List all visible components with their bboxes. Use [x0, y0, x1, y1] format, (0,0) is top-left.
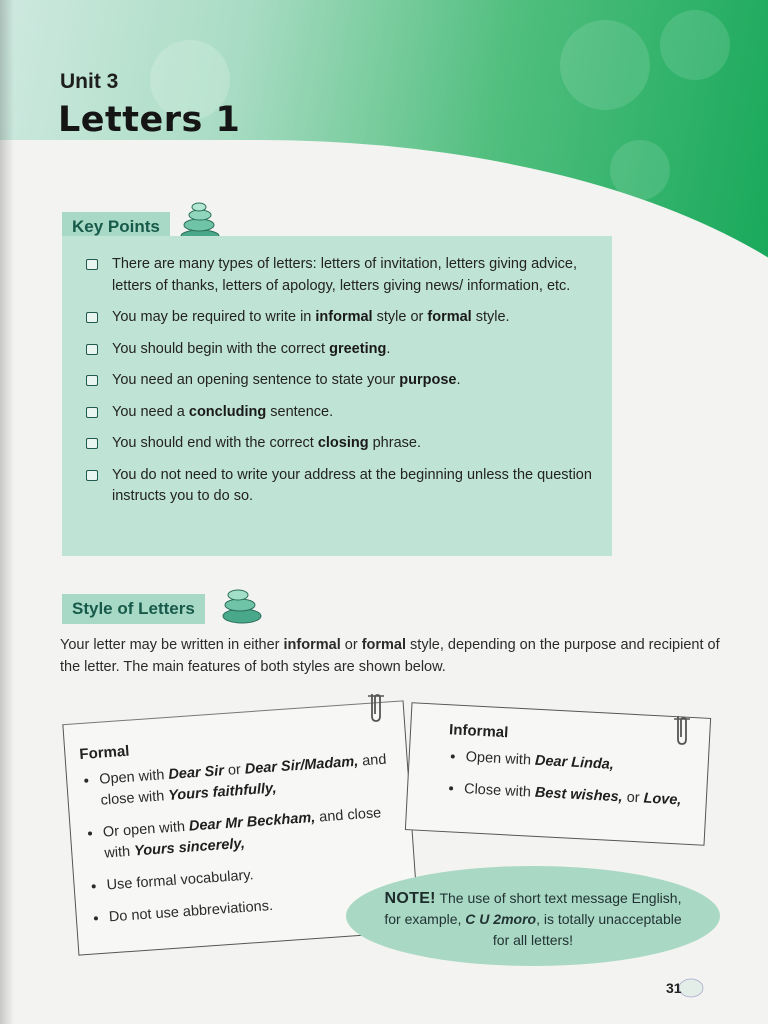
- formal-feature-item: [99, 750, 391, 812]
- text-run: You may be required to write in: [112, 309, 316, 325]
- bold-term: purpose: [399, 372, 457, 388]
- style-intro-paragraph: [60, 634, 720, 678]
- text-run: Your letter may be written in either: [60, 637, 284, 653]
- italic-term: Best wishes,: [534, 784, 624, 806]
- italic-term: Dear Sir: [167, 763, 225, 783]
- formal-title: Formal: [78, 742, 130, 764]
- bold-term: informal: [283, 637, 341, 653]
- key-point-item: [86, 433, 594, 455]
- spine-shadow: [0, 0, 14, 1024]
- text-run: , is totally unacceptable for all letters!: [492, 911, 682, 948]
- checkbox-bullet-icon: [86, 438, 98, 449]
- italic-term: Love,: [643, 790, 682, 809]
- bold-term: concluding: [188, 403, 267, 420]
- note-callout: [346, 866, 720, 966]
- italic-term: Yours sincerely,: [133, 835, 246, 860]
- text-run: Close with: [463, 781, 536, 801]
- checkbox-bullet-icon: [86, 312, 98, 323]
- checkbox-bullet-icon: [86, 344, 98, 355]
- informal-feature-item: [465, 747, 692, 780]
- text-run: sentence.: [266, 403, 334, 420]
- text-run: Use formal vocabulary.: [106, 867, 255, 894]
- formal-list: [73, 750, 399, 931]
- text-run: Or open with: [102, 818, 190, 841]
- page-number: [666, 980, 682, 998]
- key-point-item: [86, 339, 594, 361]
- text-run: You should end with the correct: [112, 435, 318, 451]
- text-run: You need a: [112, 403, 189, 420]
- informal-list: [438, 746, 692, 812]
- unit-label: Unit 3: [60, 70, 119, 93]
- text-run: .: [386, 340, 391, 357]
- italic-term: Dear Sir/Madam,: [244, 753, 359, 778]
- text-run: style.: [471, 309, 510, 325]
- key-points-heading-text: Key Points: [72, 217, 160, 236]
- style-of-letters-heading: [62, 594, 205, 624]
- page-number-text: 31: [666, 980, 682, 996]
- text-run: Open with: [465, 749, 536, 769]
- italic-term: Dear Mr Beckham,: [188, 809, 316, 835]
- text-run: Do not use abbreviations.: [108, 897, 274, 926]
- italic-term: C U 2moro: [465, 911, 537, 927]
- bold-term: formal: [361, 637, 407, 653]
- key-points-box: [62, 236, 612, 556]
- informal-feature-item: [464, 779, 691, 812]
- text-run: You should begin with the correct: [112, 340, 330, 357]
- text-run: .: [456, 372, 461, 388]
- checkbox-bullet-icon: [86, 259, 98, 270]
- formal-feature-item: [102, 802, 394, 864]
- bold-term: formal: [427, 309, 472, 325]
- text-run: The use of short text message English, for example,: [384, 890, 682, 927]
- text-run: and close with: [103, 805, 382, 862]
- paperclip-icon: [672, 712, 692, 748]
- style-of-letters-heading-text: Style of Letters: [72, 599, 195, 618]
- key-points-list: [62, 236, 612, 508]
- text-run: or: [223, 761, 246, 780]
- bold-term: greeting: [329, 340, 387, 357]
- italic-term: Yours faithfully,: [167, 780, 278, 804]
- note-label: NOTE!: [384, 890, 436, 907]
- text-run: style, depending on the purpose and recipient of the letter. The main features of both styles are shown below.: [60, 637, 720, 675]
- text-run: You do not need to write your address at the beginning unless the question instructs you to do so.: [112, 466, 592, 504]
- key-point-item: [86, 307, 594, 329]
- key-point-item: [86, 254, 594, 297]
- informal-title: Informal: [448, 721, 509, 742]
- paperclip-icon: [366, 690, 386, 724]
- key-point-item: [86, 370, 594, 392]
- text-run: or: [622, 789, 644, 807]
- text-run: There are many types of letters: letters of invitation, letters giving advice, letters of thanks, letters of apology, letters giving news/ information, etc.: [112, 256, 578, 294]
- text-run: You need an opening sentence to state your: [112, 372, 400, 388]
- text-run: and close with: [100, 751, 387, 809]
- text-run: phrase.: [368, 435, 421, 451]
- checkbox-bullet-icon: [86, 407, 98, 418]
- italic-term: Dear Linda,: [534, 752, 615, 773]
- page-title: Letters 1: [58, 100, 241, 140]
- rock-stack-icon: [216, 582, 264, 626]
- key-point-item: [86, 465, 594, 508]
- bold-term: informal: [315, 309, 373, 325]
- checkbox-bullet-icon: [86, 375, 98, 386]
- bold-term: closing: [317, 435, 369, 451]
- text-run: style or: [372, 309, 428, 325]
- checkbox-bullet-icon: [86, 470, 98, 481]
- key-point-item: [86, 402, 594, 424]
- text-run: or: [340, 637, 362, 653]
- informal-card: [405, 702, 711, 846]
- text-run: Open with: [98, 766, 170, 788]
